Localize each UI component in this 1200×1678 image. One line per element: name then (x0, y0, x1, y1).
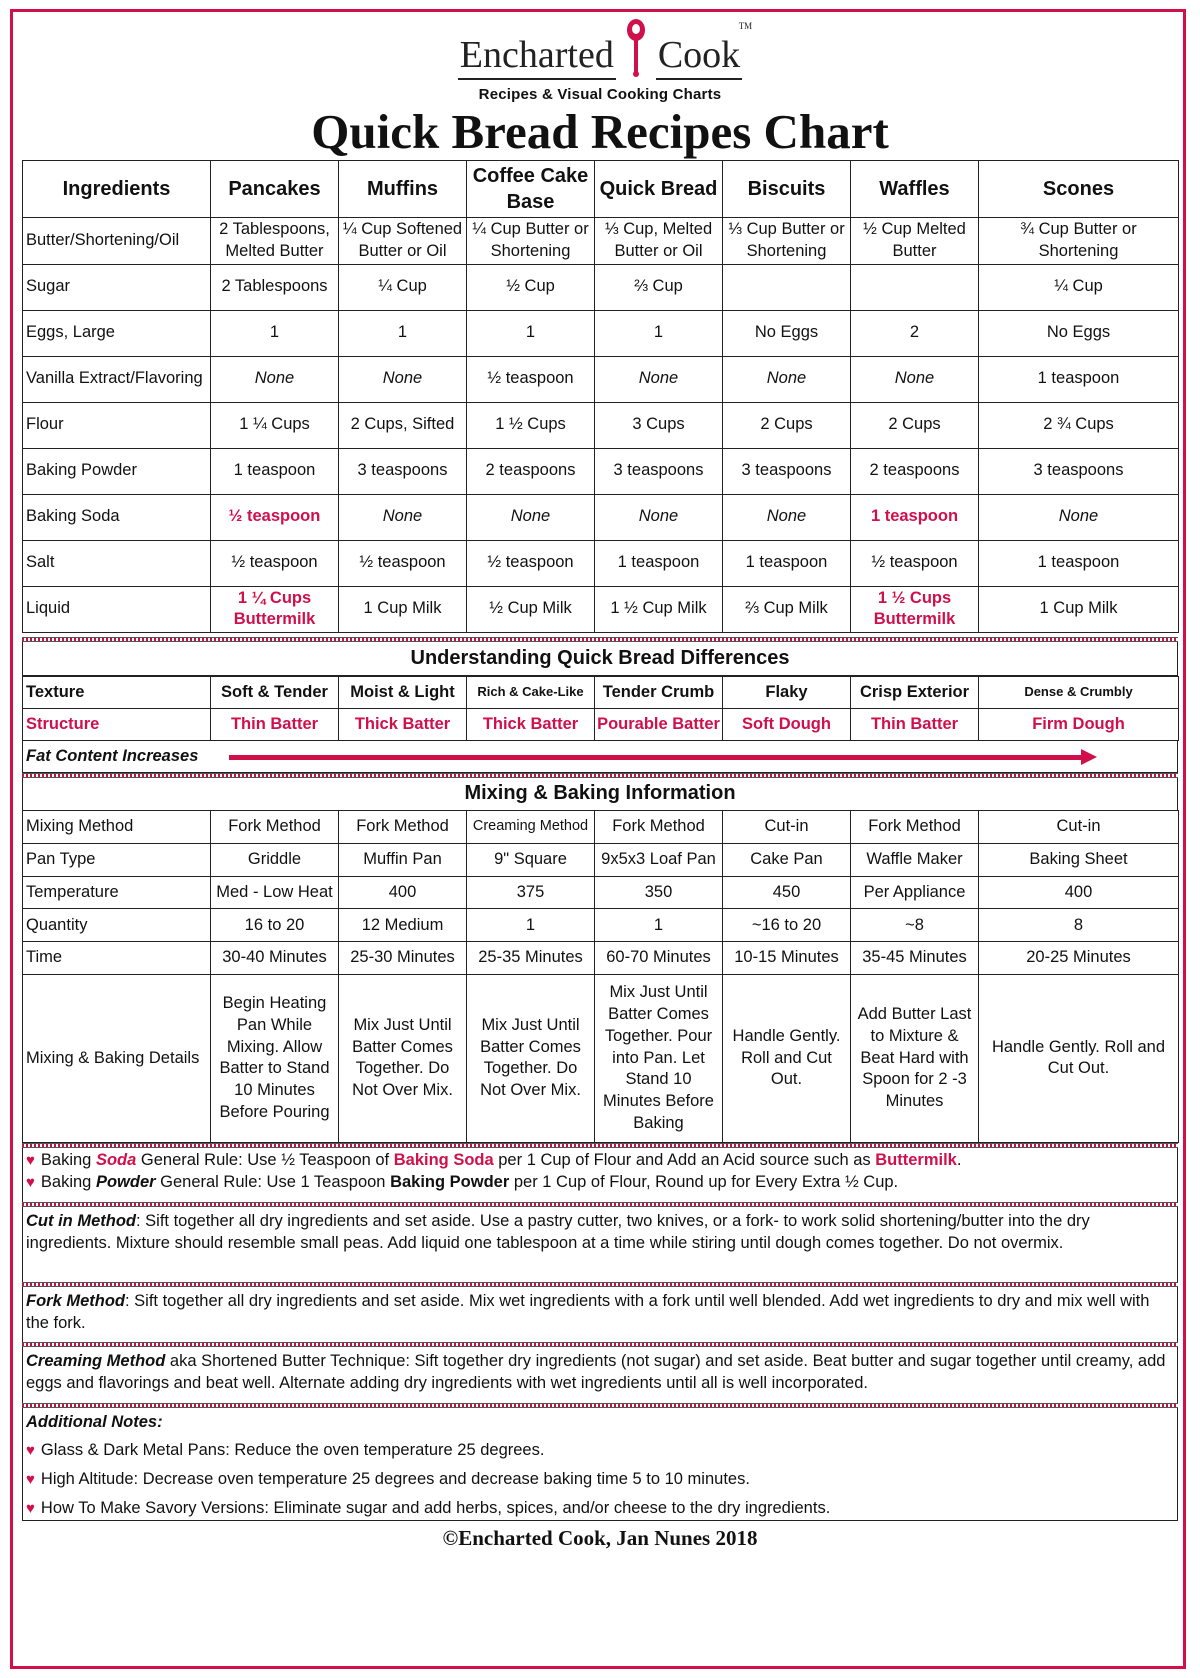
table-row (23, 942, 1179, 975)
list-item (26, 1465, 1174, 1494)
table-cell: ½ teaspoon (467, 540, 595, 586)
table-cell: 1 (595, 310, 723, 356)
table-cell: ½ teaspoon (851, 540, 979, 586)
row-label: Liquid (23, 586, 211, 632)
table-cell: 35-45 Minutes (851, 942, 979, 975)
table-cell: 2 Tablespoons, Melted Butter (211, 218, 339, 265)
structure-cell: Firm Dough (979, 709, 1179, 741)
table-cell: Handle Gently. Roll and Cut Out. (979, 974, 1179, 1142)
table-cell: 1 Cup Milk (339, 586, 467, 632)
structure-cell: Pourable Batter (595, 709, 723, 741)
table-cell: Cut-in (723, 811, 851, 844)
table-cell: 400 (979, 876, 1179, 909)
table-cell: 400 (339, 876, 467, 909)
row-label: Sugar (23, 264, 211, 310)
row-label: Baking Soda (23, 494, 211, 540)
table-row (23, 494, 1179, 540)
differences-table (22, 676, 1179, 741)
table-cell: Handle Gently. Roll and Cut Out. (723, 974, 851, 1142)
col-header-scones: Scones (979, 161, 1179, 218)
table-cell: 375 (467, 876, 595, 909)
row-label: Time (23, 942, 211, 975)
table-cell: 3 teaspoons (723, 448, 851, 494)
table-cell: No Eggs (979, 310, 1179, 356)
rule-text: Baking (40, 1172, 96, 1191)
structure-cell: Thick Batter (467, 709, 595, 741)
table-cell: ½ teaspoon (467, 356, 595, 402)
table-cell: ½ teaspoon (211, 540, 339, 586)
rule-text: Baking (40, 1151, 96, 1169)
table-cell: None (723, 494, 851, 540)
fat-content-row (22, 740, 1178, 773)
table-cell: Med - Low Heat (211, 876, 339, 909)
creaming-method-note (22, 1347, 1178, 1404)
table-cell: Fork Method (851, 811, 979, 844)
table-cell: None (339, 494, 467, 540)
table-cell: Mix Just Until Batter Comes Together. Pour into Pan. Let Stand 10 Minutes Before Baking (595, 974, 723, 1142)
table-cell: 25-35 Minutes (467, 942, 595, 975)
row-label: Mixing & Baking Details (23, 974, 211, 1142)
note-text: Glass & Dark Metal Pans: Reduce the oven temperature 25 degrees. (40, 1441, 545, 1459)
method-name: Creaming Method (26, 1352, 166, 1370)
table-cell: 1 teaspoon (211, 448, 339, 494)
table-cell: Baking Sheet (979, 843, 1179, 876)
rule-keyword: Soda (95, 1151, 137, 1169)
table-cell: 3 teaspoons (979, 448, 1179, 494)
table-cell: None (467, 494, 595, 540)
rule-text: General Rule: Use ½ Teaspoon of (136, 1151, 394, 1169)
table-cell: 1 Cup Milk (979, 586, 1179, 632)
table-cell: Begin Heating Pan While Mixing. Allow Batter to Stand 10 Minutes Before Pouring (211, 974, 339, 1142)
copyright-footer: ©Encharted Cook, Jan Nunes 2018 (442, 1526, 758, 1550)
arrow-right-icon (1081, 749, 1097, 765)
rule-keyword: Baking Powder (390, 1172, 510, 1191)
table-cell: 2 teaspoons (467, 448, 595, 494)
method-name: Fork Method (26, 1292, 125, 1310)
table-cell: None (595, 494, 723, 540)
table-cell: ~16 to 20 (723, 909, 851, 942)
table-cell: Fork Method (339, 811, 467, 844)
table-cell: ½ teaspoon (211, 494, 339, 540)
table-cell: ⅔ Cup (595, 264, 723, 310)
table-cell: 12 Medium (339, 909, 467, 942)
col-header-muffins: Muffins (339, 161, 467, 218)
rule-text: per 1 Cup of Flour and Add an Acid source such as (493, 1151, 876, 1169)
recipes-table (22, 160, 1179, 633)
table-cell: ~8 (851, 909, 979, 942)
row-label: Mixing Method (23, 811, 211, 844)
row-label: Flour (23, 402, 211, 448)
row-label: Texture (23, 677, 211, 709)
table-cell: Add Butter Last to Mixture & Beat Hard with Spoon for 2 -3 Minutes (851, 974, 979, 1142)
list-item (26, 1436, 1174, 1465)
table-cell: 1 ½ Cups (467, 402, 595, 448)
heart-icon: ♥ (26, 1173, 35, 1191)
table-cell: None (211, 356, 339, 402)
table-cell: 2 Cups (851, 402, 979, 448)
table-row (23, 974, 1179, 1142)
table-row (23, 586, 1179, 632)
table-cell: Cut-in (979, 811, 1179, 844)
table-row (23, 356, 1179, 402)
table-cell: ½ Cup (467, 264, 595, 310)
table-cell: 2 teaspoons (851, 448, 979, 494)
note-text: How To Make Savory Versions: Eliminate sugar and add herbs, spices, and/or cheese to the dry ingredients. (40, 1499, 831, 1517)
trademark: TM (738, 21, 753, 31)
section-title: Understanding Quick Bread Differences (410, 647, 790, 669)
table-cell: 10-15 Minutes (723, 942, 851, 975)
table-cell: Mix Just Until Batter Comes Together. Do Not Over Mix. (467, 974, 595, 1142)
table-cell: 1 (467, 310, 595, 356)
rule-text: per 1 Cup of Flour, Round up for Every Extra ½ Cup. (509, 1172, 899, 1191)
rule-keyword: Baking Soda (393, 1151, 494, 1169)
table-row (23, 264, 1179, 310)
header (0, 18, 1200, 159)
row-label: Salt (23, 540, 211, 586)
rule-text: General Rule: Use 1 Teaspoon (155, 1172, 391, 1191)
table-cell: 2 ¾ Cups (979, 402, 1179, 448)
table-row (23, 843, 1179, 876)
table-row (23, 402, 1179, 448)
brand-name-left: Encharted (458, 36, 616, 80)
col-header-waffles: Waffles (851, 161, 979, 218)
table-cell: 20-25 Minutes (979, 942, 1179, 975)
row-label: Pan Type (23, 843, 211, 876)
table-cell: Griddle (211, 843, 339, 876)
table-cell: 3 teaspoons (595, 448, 723, 494)
structure-cell: Thick Batter (339, 709, 467, 741)
row-label: Structure (23, 709, 211, 741)
cut-in-method-note (22, 1207, 1178, 1283)
additional-notes (22, 1408, 1178, 1521)
texture-cell: Moist & Light (339, 677, 467, 709)
col-header-pancakes: Pancakes (211, 161, 339, 218)
rule-keyword: Powder (95, 1172, 156, 1191)
col-header-coffee-cake: Coffee Cake Base (467, 161, 595, 218)
mixing-section (22, 778, 1178, 810)
method-name: Cut in Method (26, 1212, 136, 1230)
table-cell: 2 (851, 310, 979, 356)
table-cell: None (979, 494, 1179, 540)
texture-cell: Soft & Tender (211, 677, 339, 709)
table-cell: 60-70 Minutes (595, 942, 723, 975)
table-cell: ⅓ Cup, Melted Butter or Oil (595, 218, 723, 265)
rule-text: . (956, 1151, 962, 1169)
col-header-quick-bread: Quick Bread (595, 161, 723, 218)
texture-cell: Flaky (723, 677, 851, 709)
table-cell: No Eggs (723, 310, 851, 356)
powder-rule (26, 1172, 1174, 1194)
note-text: High Altitude: Decrease oven temperature 25 degrees and decrease baking time 5 to 10 minutes. (40, 1470, 750, 1488)
table-cell: Mix Just Until Batter Comes Together. Do Not Over Mix. (339, 974, 467, 1142)
table-cell: 1 ¼ Cups Buttermilk (211, 586, 339, 632)
table-cell: 1 teaspoon (979, 540, 1179, 586)
row-label: Vanilla Extract/Flavoring (23, 356, 211, 402)
structure-row (23, 709, 1179, 741)
table-cell: 2 Tablespoons (211, 264, 339, 310)
heart-icon: ♥ (26, 1471, 35, 1488)
row-label: Temperature (23, 876, 211, 909)
table-cell: ⅔ Cup Milk (723, 586, 851, 632)
table-cell: ¼ Cup Butter or Shortening (467, 218, 595, 265)
table-cell: Per Appliance (851, 876, 979, 909)
rule-keyword: Buttermilk (875, 1151, 957, 1169)
table-cell: ¾ Cup Butter or Shortening (979, 218, 1179, 265)
table-cell: 3 teaspoons (339, 448, 467, 494)
table-cell: 1 (339, 310, 467, 356)
section-title: Mixing & Baking Information (464, 782, 736, 804)
brand-name-right: Cook (656, 36, 742, 80)
table-header-row (23, 161, 1179, 218)
row-label: Eggs, Large (23, 310, 211, 356)
col-header-ingredients: Ingredients (23, 161, 211, 218)
table-row (23, 540, 1179, 586)
table-cell: ¼ Cup (339, 264, 467, 310)
texture-row (23, 677, 1179, 709)
table-cell (723, 264, 851, 310)
texture-cell: Tender Crumb (595, 677, 723, 709)
heart-icon: ♥ (26, 1442, 35, 1459)
method-text: : Sift together all dry ingredients and set aside. Mix wet ingredients with a fork until well blended. Add wet ingredients to dry and mix well with the fork. (26, 1292, 1150, 1332)
table-cell: None (723, 356, 851, 402)
texture-cell: Dense & Crumbly (979, 677, 1179, 709)
arrow-line (229, 755, 1084, 760)
table-cell: 1 (595, 909, 723, 942)
page-title: Quick Bread Recipes Chart (311, 104, 889, 159)
soda-rule (26, 1150, 1174, 1172)
table-cell: 1 ¼ Cups (211, 402, 339, 448)
col-header-biscuits: Biscuits (723, 161, 851, 218)
table-cell: 1 ½ Cup Milk (595, 586, 723, 632)
table-row (23, 310, 1179, 356)
list-item (26, 1494, 1174, 1523)
table-cell: 1 teaspoon (851, 494, 979, 540)
table-row (23, 218, 1179, 265)
table-cell: ⅓ Cup Butter or Shortening (723, 218, 851, 265)
table-cell: 25-30 Minutes (339, 942, 467, 975)
table-cell: 16 to 20 (211, 909, 339, 942)
heart-icon: ♥ (26, 1152, 35, 1169)
table-cell: ½ Cup Melted Butter (851, 218, 979, 265)
method-text: aka Shortened Butter Technique: Sift together dry ingredients (not sugar) and set aside. Beat butter and sugar together until creamy, add eggs and flavorings and beat well. Alternate adding dry ingredients with wet ingredients until all is well incorporated. (26, 1352, 1166, 1392)
brand-logo (458, 18, 753, 80)
structure-cell: Thin Batter (211, 709, 339, 741)
structure-cell: Thin Batter (851, 709, 979, 741)
table-cell: 1 (211, 310, 339, 356)
table-cell (851, 264, 979, 310)
general-rules (22, 1148, 1178, 1202)
table-cell: 2 Cups, Sifted (339, 402, 467, 448)
table-cell: ¼ Cup Softened Butter or Oil (339, 218, 467, 265)
table-cell: 8 (979, 909, 1179, 942)
table-cell: Creaming Method (467, 811, 595, 844)
table-cell: 450 (723, 876, 851, 909)
spoon-icon (622, 18, 650, 80)
fork-method-note (22, 1287, 1178, 1343)
table-cell: ½ teaspoon (339, 540, 467, 586)
table-cell: 1 ½ Cups Buttermilk (851, 586, 979, 632)
differences-section (22, 642, 1178, 676)
row-label: Quantity (23, 909, 211, 942)
texture-cell: Rich & Cake-Like (467, 677, 595, 709)
method-text: : Sift together all dry ingredients and set aside. Use a pastry cutter, two knives, or a fork- to work solid shortening/butter into the dry ingredients. Mixture should resemble small peas. Add liquid one tablespoon at a time while stiring until dough comes together. Do not overmix. (26, 1212, 1090, 1252)
table-cell: Muffin Pan (339, 843, 467, 876)
table-cell: Cake Pan (723, 843, 851, 876)
table-cell: 9" Square (467, 843, 595, 876)
row-label: Butter/Shortening/Oil (23, 218, 211, 265)
table-cell: 1 teaspoon (979, 356, 1179, 402)
table-cell: 30-40 Minutes (211, 942, 339, 975)
tagline: Recipes & Visual Cooking Charts (478, 86, 722, 103)
row-label: Baking Powder (23, 448, 211, 494)
structure-cell: Soft Dough (723, 709, 851, 741)
table-row (23, 448, 1179, 494)
table-cell: 1 teaspoon (723, 540, 851, 586)
table-row (23, 876, 1179, 909)
mixing-table (22, 810, 1179, 1143)
table-cell: 350 (595, 876, 723, 909)
table-cell: None (595, 356, 723, 402)
table-cell: ¼ Cup (979, 264, 1179, 310)
table-cell: Fork Method (595, 811, 723, 844)
heart-icon: ♥ (26, 1500, 35, 1517)
table-cell: 1 (467, 909, 595, 942)
table-cell: 9x5x3 Loaf Pan (595, 843, 723, 876)
table-cell: None (851, 356, 979, 402)
table-row (23, 909, 1179, 942)
table-cell: Waffle Maker (851, 843, 979, 876)
additional-notes-title: Additional Notes: (26, 1413, 163, 1431)
table-cell: 3 Cups (595, 402, 723, 448)
table-cell: Fork Method (211, 811, 339, 844)
table-cell: None (339, 356, 467, 402)
table-cell: 1 teaspoon (595, 540, 723, 586)
table-cell: ½ Cup Milk (467, 586, 595, 632)
fat-content-label: Fat Content Increases (26, 747, 199, 765)
table-cell: 2 Cups (723, 402, 851, 448)
table-row (23, 811, 1179, 844)
texture-cell: Crisp Exterior (851, 677, 979, 709)
